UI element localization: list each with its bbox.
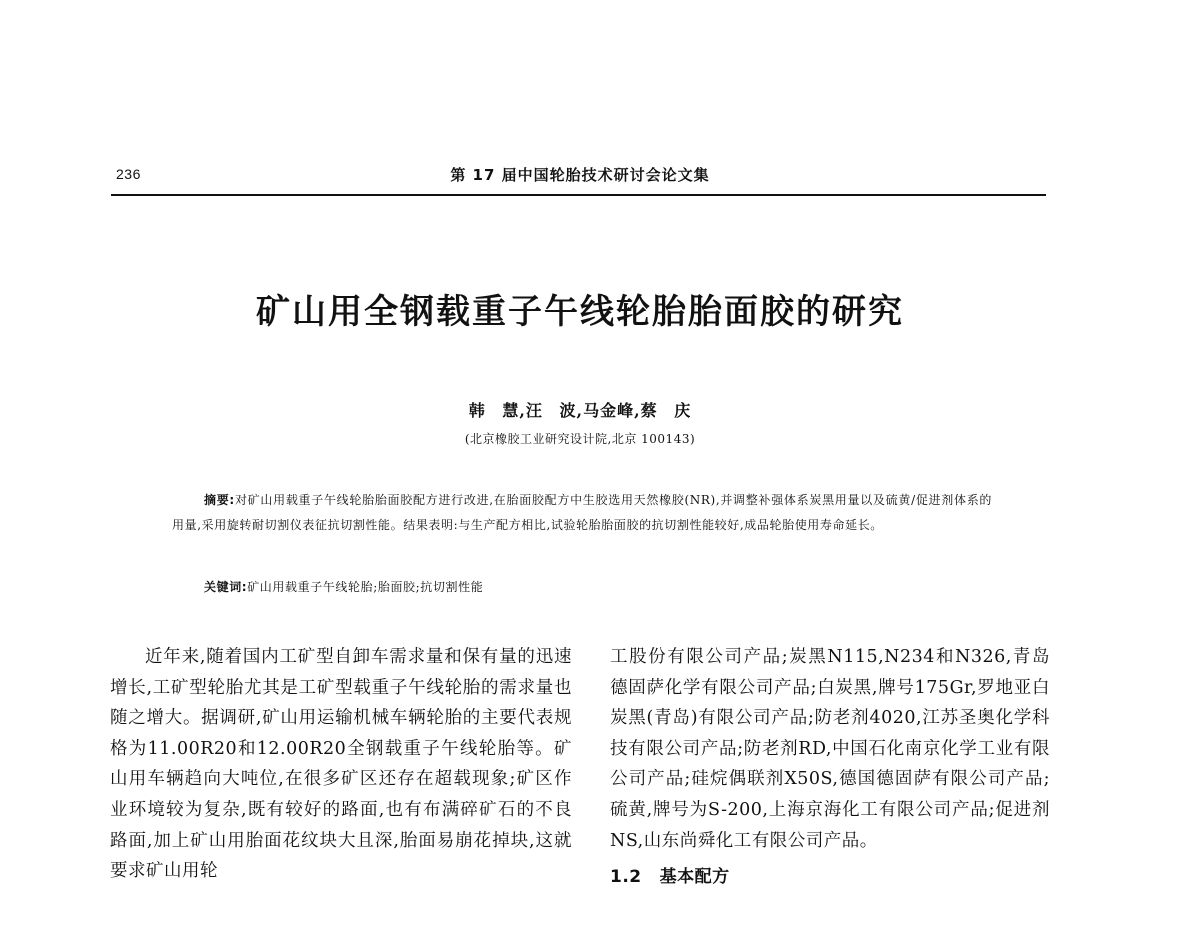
abstract-text: 对矿山用载重子午线轮胎胎面胶配方进行改进,在胎面胶配方中生胶选用天然橡胶(NR),并调整补强体系炭黑用量以及硫黄/促进剂体系的用量,采用旋转耐切割仪表征抗切割性能。结果表明:与生产配方相比,试验轮胎胎面胶的抗切割性能较好,成品轮胎使用寿命延长。 <box>172 493 993 532</box>
body-left-column <box>110 642 572 887</box>
keywords-label: 关键词: <box>204 580 248 594</box>
body-paragraph-continued: 工股份有限公司产品;炭黑N115,N234和N326,青岛德固萨化学有限公司产品;白炭黑,牌号175Gr,罗地亚白炭黑(青岛)有限公司产品;防老剂4020,江苏圣奥化学科技有限公司产品;防老剂RD,中国石化南京化学工业有限公司产品;硅烷偶联剂X50S,德国德固萨有限公司产品;硫黄,牌号为S-200,上海京海化工有限公司产品;促进剂NS,山东尚舜化工有限公司产品。 <box>610 647 1050 851</box>
paper-title: 矿山用全钢载重子午线轮胎胎面胶的研究 <box>256 292 904 332</box>
body-right-column <box>610 642 1050 893</box>
affiliation: (北京橡胶工业研究设计院,北京 100143) <box>464 432 696 446</box>
header-rule <box>111 194 1046 196</box>
abstract-label: 摘要: <box>204 493 235 507</box>
body-paragraph: 近年来,随着国内工矿型自卸车需求量和保有量的迅速增长,工矿型轮胎尤其是工矿型载重子午线轮胎的需求量也随之增大。据调研,矿山用运输机械车辆轮胎的主要代表规格为11.00R20和12.00R20全钢载重子午线轮胎等。矿山用车辆趋向大吨位,在很多矿区还存在超载现象;矿区作业环境较为复杂,既有较好的路面,也有布满碎矿石的不良路面,加上矿山用胎面花纹块大且深,胎面易崩花掉块,这就要求矿山用轮 <box>110 647 572 882</box>
section-number: 1.2 <box>610 867 642 888</box>
section-heading <box>610 862 1050 893</box>
keywords <box>204 578 483 595</box>
running-head: 第 17 届中国轮胎技术研讨会论文集 <box>450 166 710 184</box>
keywords-text: 矿山用载重子午线轮胎;胎面胶;抗切割性能 <box>247 580 484 594</box>
abstract <box>172 488 992 538</box>
section-title: 基本配方 <box>659 867 730 888</box>
page-number: 236 <box>116 166 141 182</box>
authors: 韩 慧,汪 波,马金峰,蔡 庆 <box>468 401 692 420</box>
